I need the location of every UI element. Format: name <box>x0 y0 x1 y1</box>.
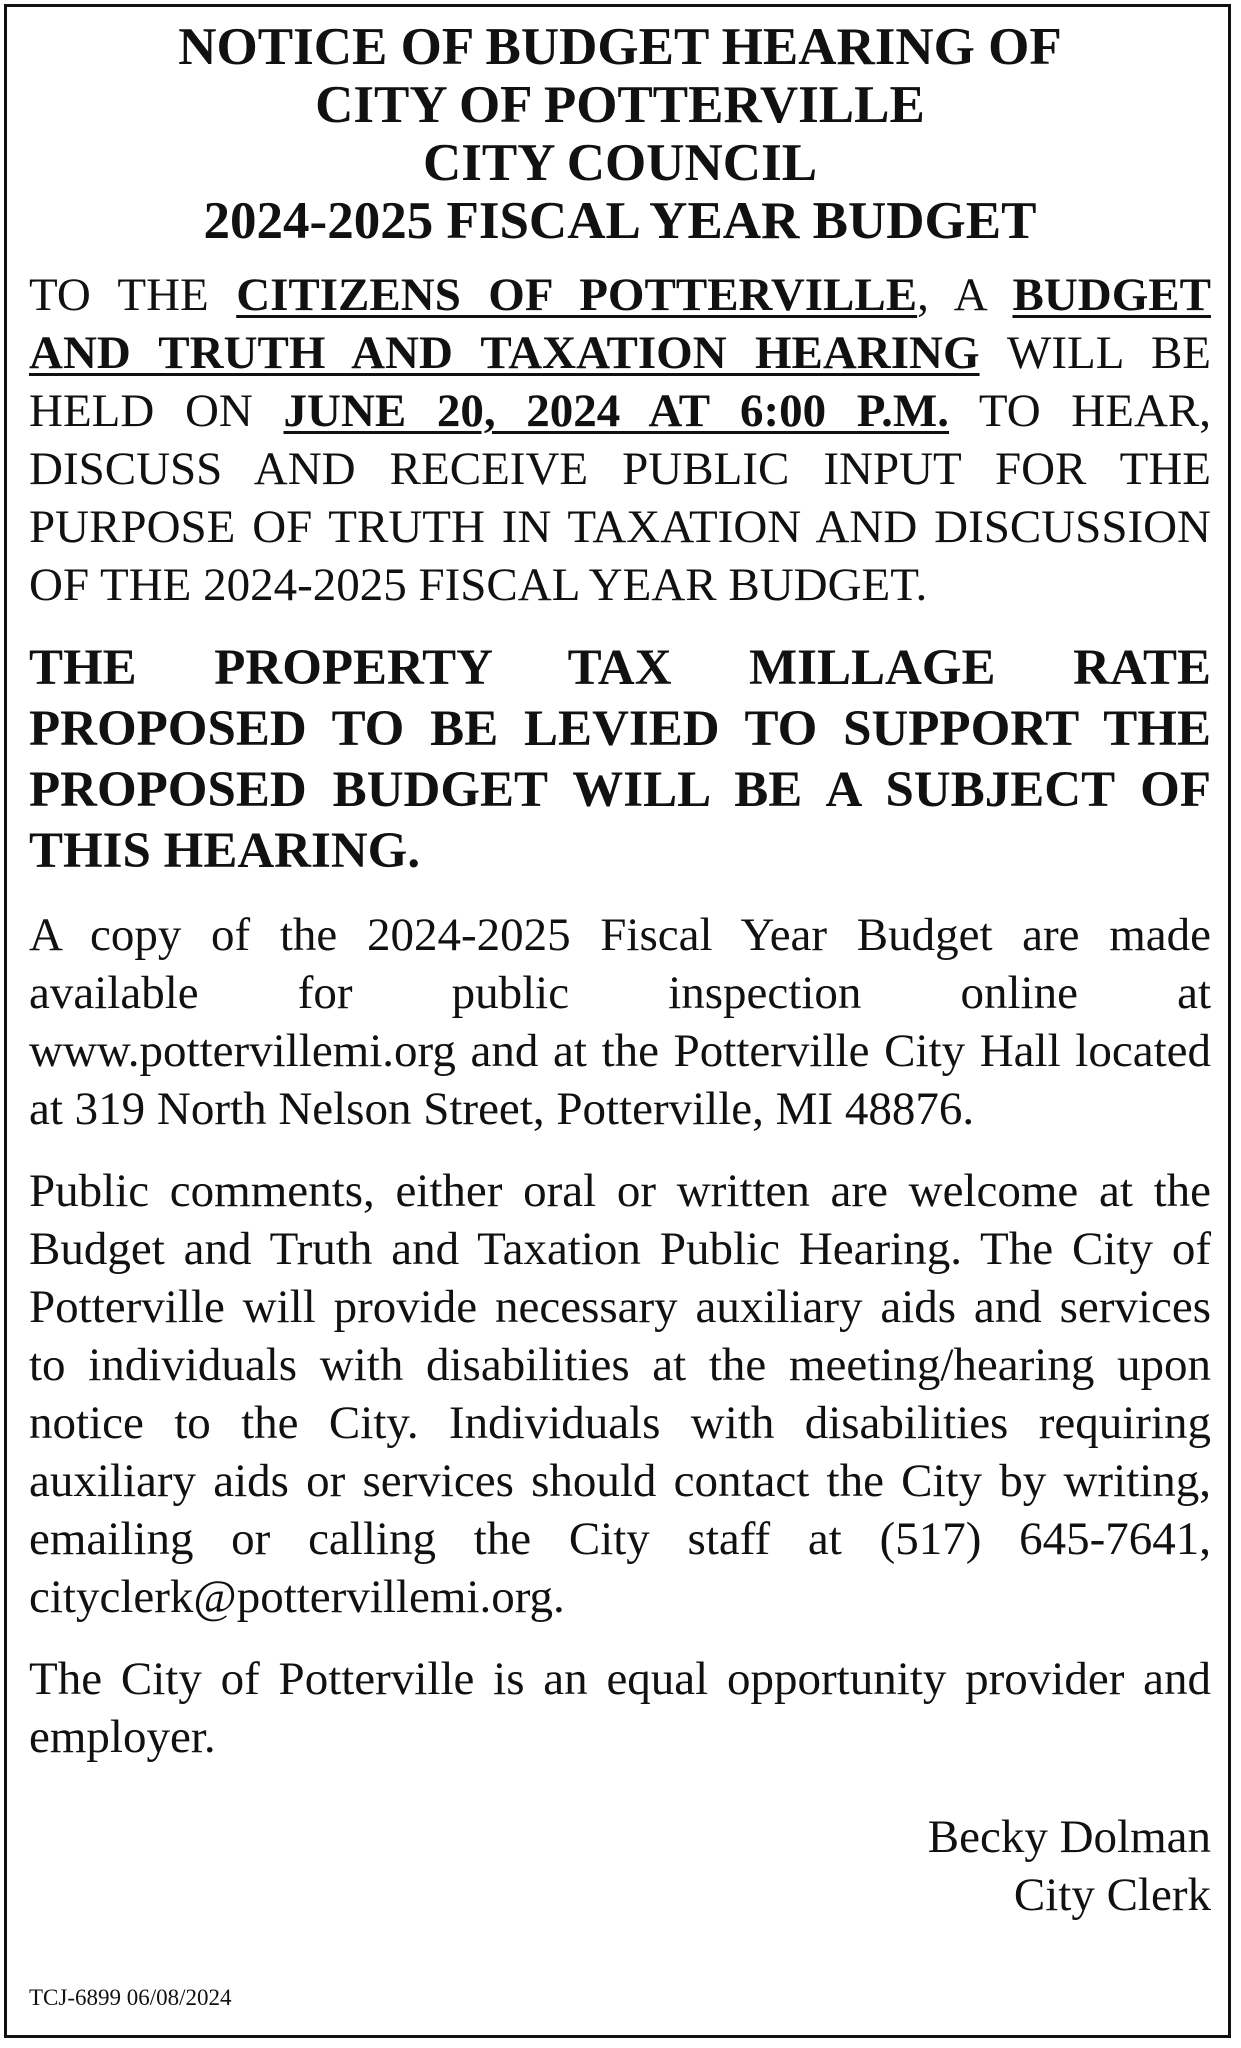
intro-text: WILL BE HELD ON <box>29 327 1212 437</box>
citizens-underlined: CITIZENS OF POTTERVILLE <box>236 269 918 321</box>
public-comments-paragraph: Public comments, either oral or written are welcome at the Budget and Truth and Taxation Public Hearing. The City of Potterville will provide necessary auxiliary aids and services to individuals with disabilities at the meeting/hearing upon notice to the City. Individuals with disabilities requiring auxiliary aids or services should contact the City by writing, emailing or calling the City staff at (517) 645-7641, cityclerk@pottervillemi.org. <box>29 1165 1211 1623</box>
signature-block <box>29 1808 1211 1924</box>
title-line: 2024-2025 FISCAL YEAR BUDGET <box>203 192 1037 250</box>
hearing-name-underlined: BUDGET AND TRUTH AND TAXATION HEARING <box>29 269 1211 379</box>
intro-text: , A <box>917 269 1013 321</box>
hearing-date-underlined: JUNE 20, 2024 AT 6:00 P.M. <box>283 385 950 437</box>
intro-text: TO THE <box>29 269 237 321</box>
notice-content <box>29 18 1211 1924</box>
intro-text: TO HEAR, DISCUSS AND RECEIVE PUBLIC INPUT FOR THE PURPOSE OF TRUTH IN TAXATION AND DISCUSSION OF THE 2024-2025 FISCAL YEAR BUDGET. <box>29 385 1211 611</box>
publication-id: TCJ-6899 06/08/2024 <box>29 1985 232 2010</box>
notice-title <box>29 18 1211 250</box>
title-line: CITY COUNCIL <box>422 134 818 192</box>
title-line: CITY OF POTTERVILLE <box>315 76 925 134</box>
equal-opportunity-statement: The City of Potterville is an equal opportunity provider and employer. <box>29 1653 1211 1763</box>
title-line: NOTICE OF BUDGET HEARING OF <box>178 18 1062 76</box>
budget-copy-paragraph: A copy of the 2024-2025 Fiscal Year Budget are made available for public inspection online at www.pottervillemi.org and at the Potterville City Hall located at 319 North Nelson Street, Potterville, MI 48876. <box>29 909 1211 1135</box>
millage-statement: THE PROPERTY TAX MILLAGE RATE PROPOSED TO BE LEVIED TO SUPPORT THE PROPOSED BUDGET WILL BE A SUBJECT OF THIS HEARING. <box>29 640 1211 879</box>
hearing-announcement <box>29 266 1211 614</box>
signer-title: City Clerk <box>1013 1869 1211 1921</box>
signer-name: Becky Dolman <box>927 1811 1211 1863</box>
